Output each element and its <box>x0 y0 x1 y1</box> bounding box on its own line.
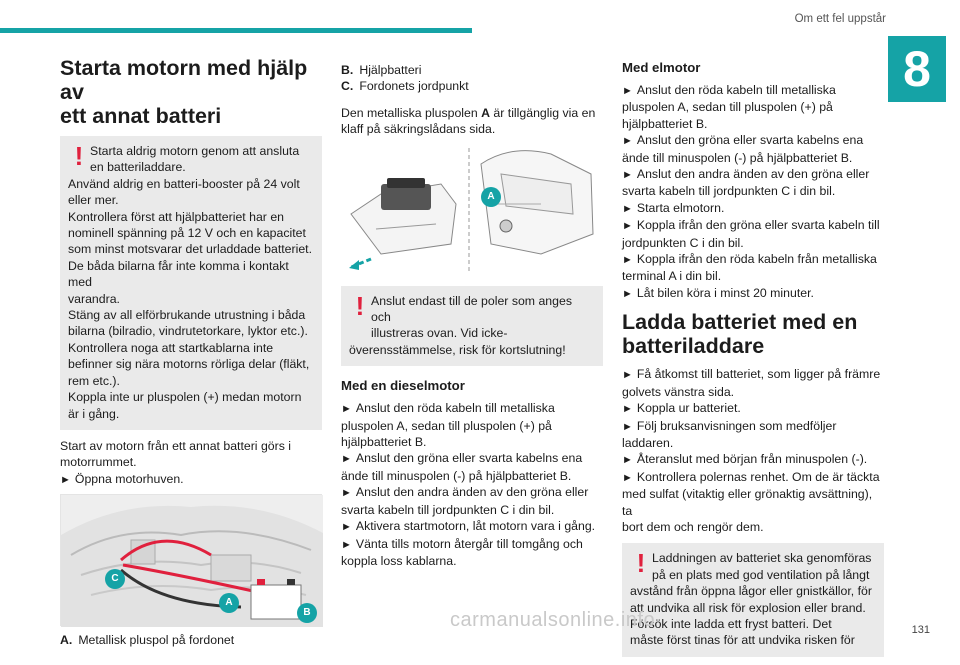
intro-paragraph: Start av motorn från ett annat batteri görs i motorrummet. ► Öppna motorhuven. <box>60 438 292 486</box>
triangle-right-icon: ► <box>622 85 633 97</box>
caption-b: B. Hjälpbatteri <box>341 63 422 77</box>
watermark: carmanualsonline.info <box>450 609 656 631</box>
triangle-right-icon: ► <box>341 487 352 500</box>
triangle-right-icon: ► <box>622 287 633 300</box>
chapter-badge: 8 <box>888 36 946 102</box>
triangle-right-icon: ► <box>341 521 352 534</box>
fuse-box-illustration <box>341 144 603 278</box>
column-1 <box>60 56 322 649</box>
triangle-right-icon: ► <box>622 169 633 182</box>
triangle-right-icon: ► <box>60 473 71 486</box>
triangle-right-icon: ► <box>341 538 352 551</box>
caption-c: C. Fordonets jordpunkt <box>341 79 469 94</box>
triangle-right-icon: ► <box>622 254 633 267</box>
label-b-marker: B <box>297 603 317 623</box>
diesel-heading: Med en dieselmotor <box>341 378 465 394</box>
exclamation-icon: ! <box>355 290 365 321</box>
triangle-right-icon: ► <box>341 453 352 466</box>
warning-note-poles: ! Anslut endast till de poler som anges och illustreras ovan. Vid icke- överensstämmelse, risk för kortslutning! <box>341 286 603 367</box>
column-3 <box>622 56 884 665</box>
warning-note-charging: ! Laddningen av batteriet ska genomföras på en plats med god ventilation på långt avstånd från öppna lågor eller gnistkällor, för att undvika all risk för explosion eller brand. Försök inte ladda ett fryst batteri. Det måste först tinas för att undvika risken för <box>622 543 884 656</box>
charge-title: Ladda batteriet med en batteriladdare <box>622 310 858 359</box>
triangle-right-icon: ► <box>622 420 633 433</box>
triangle-right-icon: ► <box>622 220 633 233</box>
exclamation-icon: ! <box>74 141 84 171</box>
page-number: 131 <box>911 624 930 636</box>
pluspole-paragraph: Den metalliska pluspolen A är tillgänglig via en klaff på säkringslådans sida. <box>341 105 596 137</box>
diesel-steps: ► Anslut den röda kabeln till metalliska pluspolen A, sedan till pluspolen (+) på hjälpbatteriet B. ► Anslut den gröna eller svarta kabelns ena ände till minuspolen (-) på hjälpbatteriet B. ► Anslut den andra änden av den gröna eller svarta kabeln till jordpunkten C i din bil. ► Aktivera startmotorn, låt motorn vara i gång. ► Vänta tills motorn återgår till tomgång och koppla loss kablarna. <box>341 401 596 568</box>
electric-heading: Med elmotor <box>622 60 701 75</box>
warning-note-jumpstart: ! Starta aldrig motorn genom att ansluta en batteriladdare. Använd aldrig en batteri-booster på 24 volt eller mer. Kontrollera först att hjälpbatteriet har en nominell spänning på 12 V och en kapacitet som minst motsvarar det urladdade batteriet. De båda bilarna får inte komma i kontakt med varandra. Stäng av all elförbrukande utrustning i båda bilarna (bilradio, vindrutetorkare, lyktor etc.). Kontrollera noga att startkablarna inte befinner sig nära motorns rörliga delar (fläkt, rem etc.). Koppla inte ur pluspolen (+) medan motorn är i gång. <box>60 136 322 430</box>
header-rule <box>0 28 472 33</box>
exclamation-icon: ! <box>636 548 646 579</box>
column-2 <box>341 56 603 575</box>
page-title: Starta motorn med hjälp av ett annat batteri <box>60 56 308 128</box>
engine-bay-illustration <box>60 494 322 626</box>
triangle-right-icon: ► <box>622 403 633 416</box>
label-a-marker-fusebox: A <box>481 187 501 207</box>
charge-steps: ► Få åtkomst till batteriet, som ligger på främre golvets vänstra sida. ► Koppla ur batteriet. ► Följ bruksanvisningen som medföljer laddaren. ► Återanslut med början från minuspolen (-). ► Kontrollera polernas renhet. Om de är täckta med sulfat (vitaktig eller grönaktig avsättning), ta bort dem och rengör dem. <box>622 367 881 534</box>
triangle-right-icon: ► <box>622 202 633 215</box>
triangle-right-icon: ► <box>622 369 633 382</box>
label-c-marker: C <box>105 569 125 589</box>
triangle-right-icon: ► <box>622 135 633 148</box>
electric-steps: ► Anslut den röda kabeln till metalliska pluspolen A, sedan till pluspolen (+) på hjälpbatteriet B. ► Anslut den gröna eller svarta kabelns ena ände till minuspolen (-) på hjälpbatteriet B. ► Anslut den andra änden av den gröna eller svarta kabeln till jordpunkten C i din bil. ► Starta elmotorn. ► Koppla ifrån den gröna eller svarta kabeln till jordpunkten C i din bil. ► Koppla ifrån den röda kabeln från metalliska terminal A i din bil. ► Låt bilen köra i minst 20 minuter. <box>622 83 880 300</box>
triangle-right-icon: ► <box>622 454 633 467</box>
section-title: Om ett fel uppstår <box>794 13 886 25</box>
label-a-marker: A <box>219 593 239 613</box>
triangle-right-icon: ► <box>341 403 352 416</box>
caption-a: A. Metallisk pluspol på fordonet <box>60 633 235 648</box>
triangle-right-icon: ► <box>622 471 633 484</box>
